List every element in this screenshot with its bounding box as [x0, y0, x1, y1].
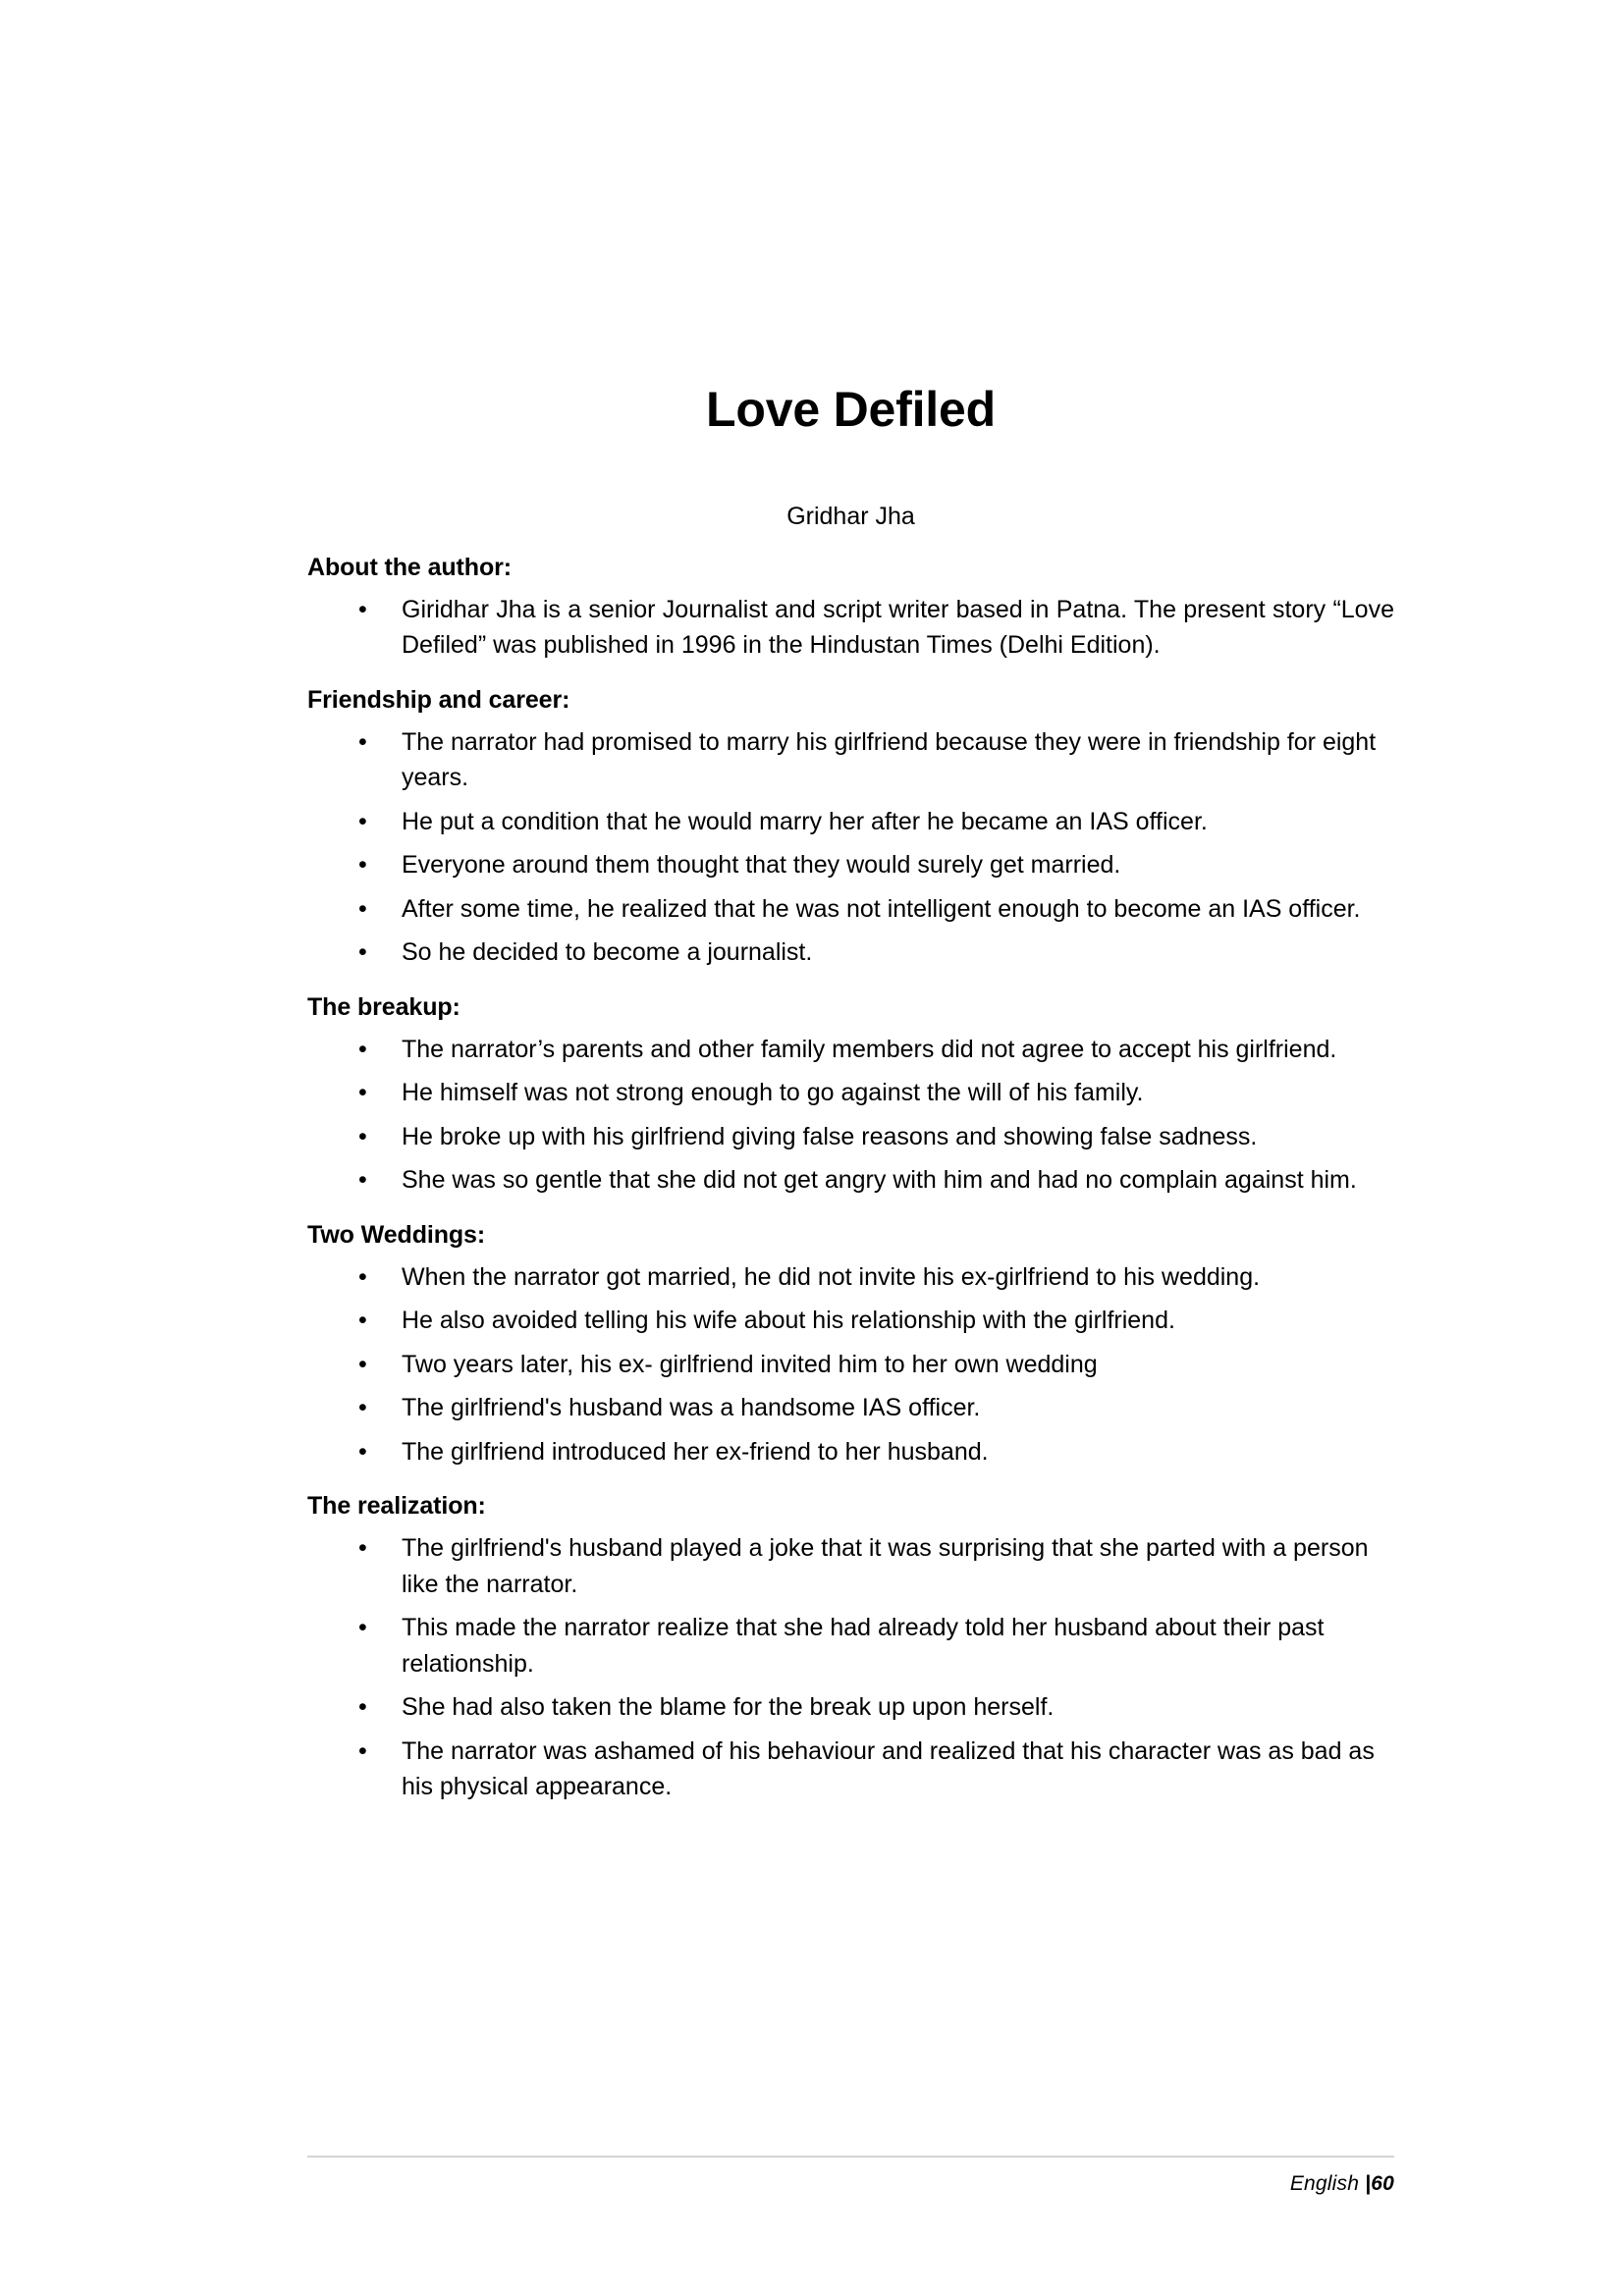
list-item-text: Two years later, his ex- girlfriend invited him to her own wedding [402, 1350, 1098, 1378]
list-item [307, 1252, 1394, 1296]
footer [1290, 2172, 1394, 2196]
bullet-icon: • [358, 1350, 367, 1378]
bullet-icon: • [358, 1394, 367, 1421]
page-number: 60 [1371, 2172, 1394, 2195]
bullet-icon: • [358, 1262, 367, 1291]
footer-separator: | [1365, 2172, 1372, 2195]
list-item-text: Giridhar Jha is a senior Journalist and script writer based in Patna. The present story “Love Defiled” was published in 1996 in the Hindustan Times (Delhi Edition). [402, 595, 1394, 659]
list-item-text: He put a condition that he would marry her after he became an IAS officer. [402, 807, 1208, 835]
bullet-icon: • [358, 1122, 367, 1150]
list-item-text: Everyone around them thought that they would surely get married. [402, 851, 1121, 879]
list-item [307, 927, 1394, 971]
bullet-list [307, 1024, 1394, 1199]
list-item [307, 1426, 1394, 1470]
list-item [307, 584, 1394, 664]
list-item-text: The girlfriend's husband was a handsome IAS officer. [402, 1394, 981, 1421]
list-item [307, 1111, 1394, 1155]
list-item [307, 796, 1394, 840]
bullet-icon: • [358, 1736, 367, 1765]
bullet-list [307, 584, 1394, 664]
list-item-text: She was so gentle that she did not get angry with him and had no complain against him. [402, 1166, 1357, 1194]
bullet-icon: • [358, 1693, 367, 1721]
list-item-text: He also avoided telling his wife about his relationship with the girlfriend. [402, 1307, 1175, 1334]
bullet-icon: • [358, 938, 367, 966]
page-title: Love Defiled [706, 382, 996, 437]
section-heading: The breakup: [307, 992, 460, 1021]
section-heading: Two Weddings: [307, 1220, 486, 1249]
footer-divider [307, 2156, 1394, 2158]
list-item-text: The narrator had promised to marry his girlfriend because they were in friendship for eight years. [402, 727, 1377, 791]
footer-subject-label: English [1289, 2172, 1366, 2195]
bullet-icon: • [358, 595, 367, 623]
list-item [307, 717, 1394, 796]
bullet-icon: • [358, 1307, 367, 1334]
bullet-icon: • [358, 1079, 367, 1106]
list-item [307, 1067, 1394, 1111]
bullet-icon: • [358, 1166, 367, 1194]
bullet-icon: • [358, 1035, 367, 1063]
list-item-text: The narrator was ashamed of his behaviour and realized that his character was as bad as his physical appearance. [402, 1736, 1375, 1800]
list-item [307, 1382, 1394, 1426]
bullet-icon: • [358, 1614, 367, 1641]
list-item-text: He broke up with his girlfriend giving false reasons and showing false sadness. [402, 1122, 1258, 1150]
list-item [307, 839, 1394, 883]
bullet-icon: • [358, 727, 367, 756]
section-heading: About the author: [307, 553, 512, 581]
list-item [307, 1682, 1394, 1726]
bullet-icon: • [358, 851, 367, 879]
list-item-text: He himself was not strong enough to go against the will of his family. [402, 1079, 1144, 1106]
section-heading: Friendship and career: [307, 685, 570, 714]
bullet-list [307, 1252, 1394, 1470]
list-item [307, 1602, 1394, 1682]
list-item [307, 1726, 1394, 1805]
list-item-text: The girlfriend introduced her ex-friend to her husband. [402, 1437, 989, 1466]
section-heading: The realization: [307, 1492, 486, 1520]
sections-container [307, 531, 1394, 1805]
list-item-text: When the narrator got married, he did not invite his ex-girlfriend to his wedding. [402, 1262, 1261, 1291]
bullet-icon: • [358, 894, 367, 923]
bullet-icon: • [358, 1534, 367, 1562]
list-item [307, 1024, 1394, 1068]
document-body [307, 0, 1394, 1805]
list-item-text: The narrator’s parents and other family members did not agree to accept his girlfriend. [402, 1035, 1337, 1063]
list-item [307, 1154, 1394, 1199]
bullet-list [307, 717, 1394, 971]
list-item [307, 1522, 1394, 1602]
list-item-text: She had also taken the blame for the break up upon herself. [402, 1693, 1055, 1721]
list-item [307, 1339, 1394, 1383]
bullet-icon: • [358, 807, 367, 835]
list-item [307, 1295, 1394, 1339]
list-item-text: So he decided to become a journalist. [402, 938, 813, 966]
author-byline: Gridhar Jha [786, 503, 915, 530]
list-item-text: This made the narrator realize that she had already told her husband about their past relationship. [402, 1614, 1325, 1678]
bullet-list [307, 1522, 1394, 1805]
bullet-icon: • [358, 1437, 367, 1466]
list-item-text: The girlfriend's husband played a joke that it was surprising that she parted with a person like the narrator. [402, 1534, 1369, 1598]
list-item [307, 883, 1394, 928]
list-item-text: After some time, he realized that he was not intelligent enough to become an IAS officer. [402, 894, 1361, 923]
